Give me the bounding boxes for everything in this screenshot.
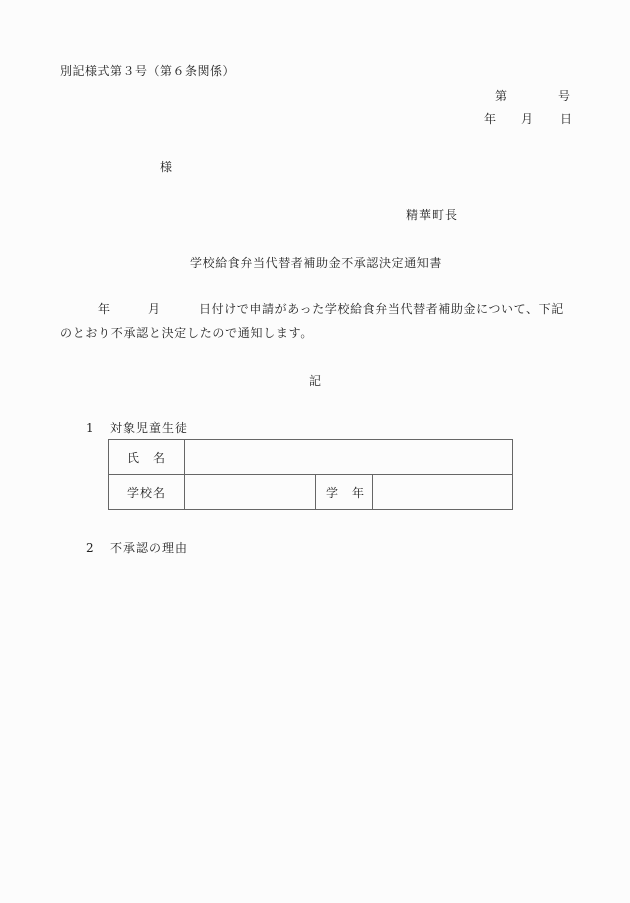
section-2-title: 不承認の理由 bbox=[110, 541, 189, 555]
name-field[interactable] bbox=[185, 440, 513, 475]
section-1-heading bbox=[86, 420, 188, 436]
school-field[interactable] bbox=[185, 475, 316, 510]
table-row bbox=[109, 440, 513, 475]
date-year: 年 bbox=[484, 112, 497, 126]
student-info-table bbox=[108, 439, 513, 510]
form-number: 別記様式第３号（第６条関係） bbox=[60, 64, 236, 78]
grade-label: 学 年 bbox=[316, 475, 373, 510]
name-label: 氏 名 bbox=[109, 440, 185, 475]
document-number-prefix: 第 bbox=[495, 89, 508, 103]
body-year: 年 bbox=[98, 302, 111, 316]
document-number bbox=[495, 88, 570, 104]
table-row bbox=[109, 475, 513, 510]
document-title: 学校給食弁当代替者補助金不承認決定通知書 bbox=[190, 256, 443, 270]
section-2-number: 2 bbox=[86, 541, 95, 555]
date-day: 日 bbox=[560, 112, 573, 126]
issuer: 精華町長 bbox=[406, 208, 459, 222]
body-text: 日付けで申請があった学校給食弁当代替者補助金について、下記 bbox=[199, 302, 564, 316]
ki-heading: 記 bbox=[309, 374, 322, 388]
body-month: 月 bbox=[148, 302, 161, 316]
section-2-heading bbox=[86, 540, 188, 556]
section-1-number: 1 bbox=[86, 421, 95, 435]
body-line-2: のとおり不承認と決定したので通知します。 bbox=[60, 326, 314, 340]
date-month: 月 bbox=[521, 112, 534, 126]
document-number-suffix: 号 bbox=[557, 89, 570, 103]
addressee: 様 bbox=[160, 160, 173, 174]
grade-field[interactable] bbox=[373, 475, 513, 510]
section-1-title: 対象児童生徒 bbox=[110, 421, 189, 435]
school-label: 学校名 bbox=[109, 475, 185, 510]
